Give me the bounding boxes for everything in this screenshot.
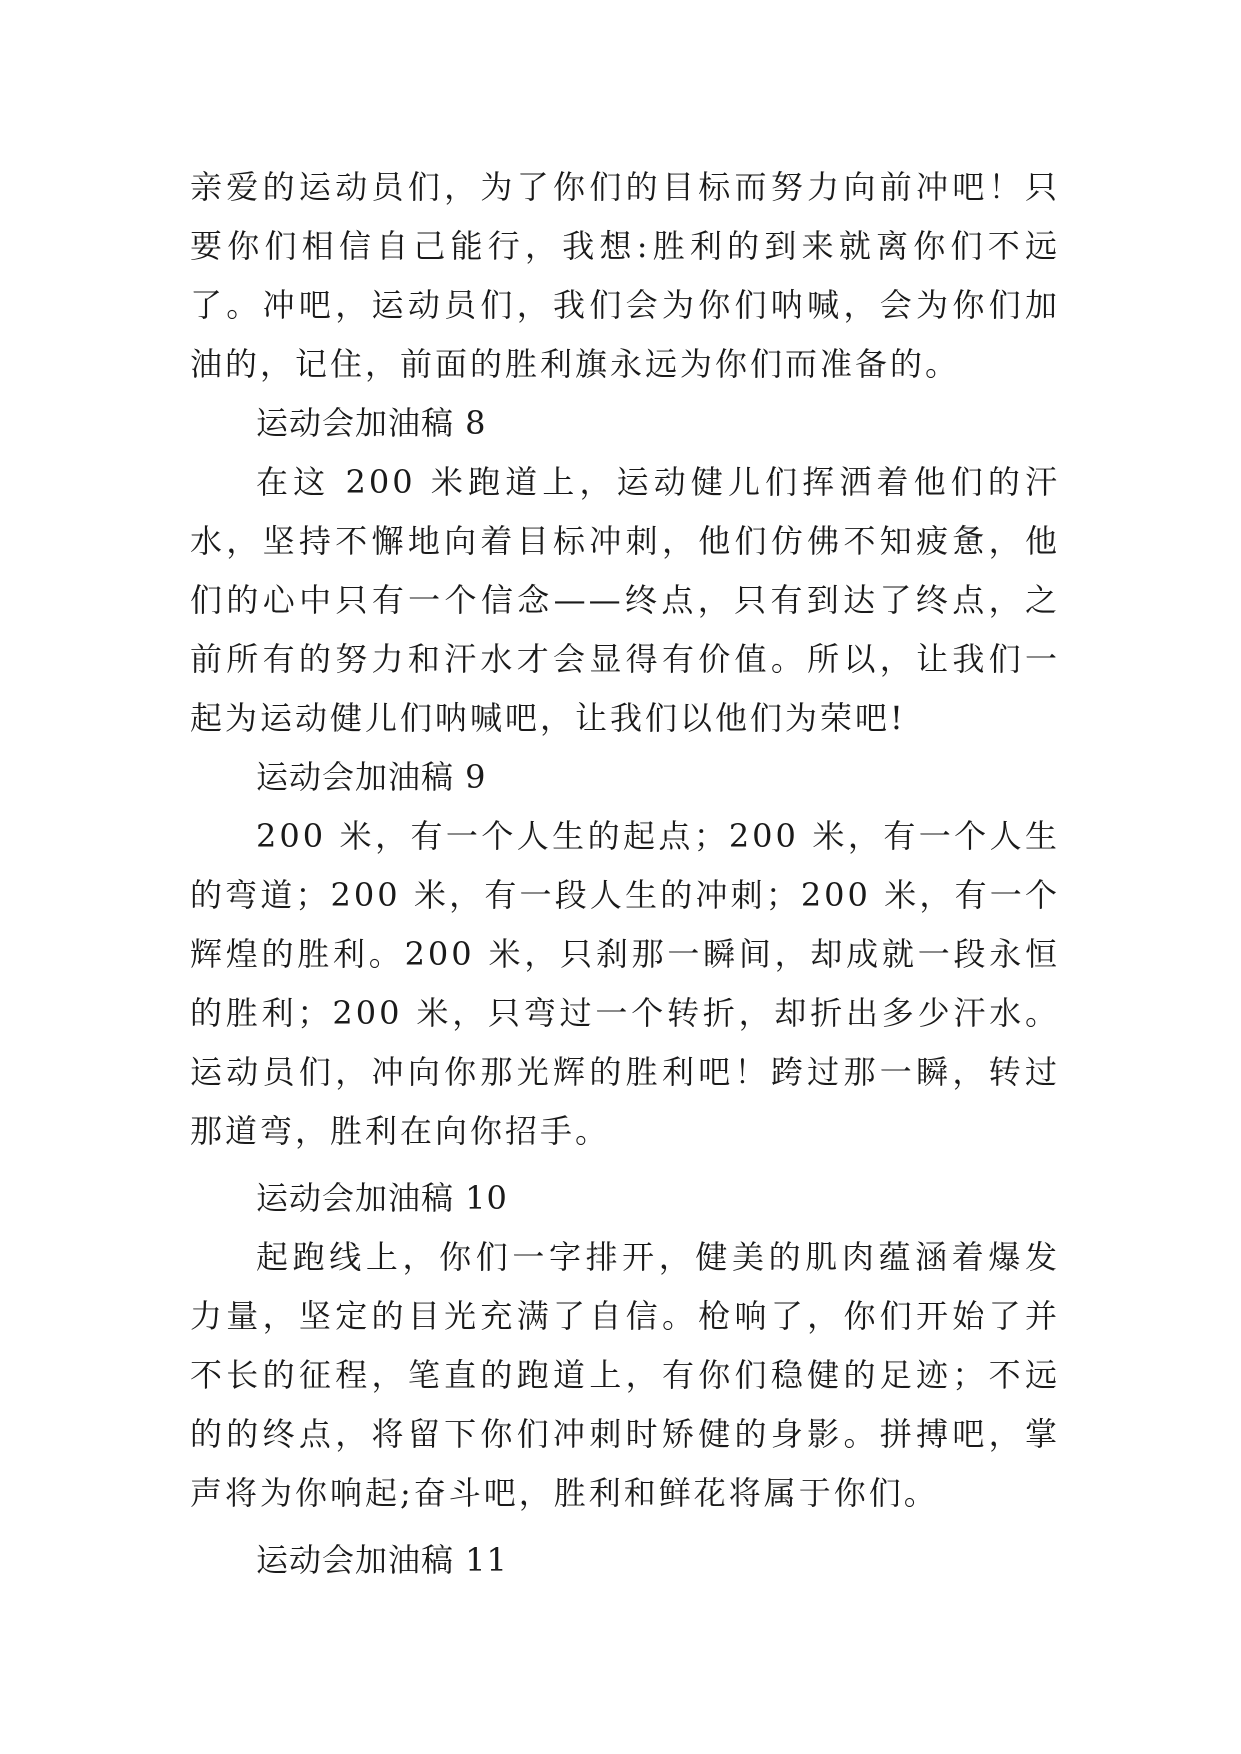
section-heading-11: 运动会加油稿 11 [256, 1541, 508, 1579]
document-body [190, 158, 1060, 1590]
paragraph-section-10: 起跑线上，你们一字排开，健美的肌肉蕴涵着爆发力量，坚定的目光充满了自信。枪响了，你们开始了并不长的征程，笔直的跑道上，有你们稳健的足迹；不远的的终点，将留下你们冲刺时矫健的身影。拼搏吧，掌声将为你响起;奋斗吧，胜利和鲜花将属于你们。 [190, 1238, 1060, 1512]
section-heading-10: 运动会加油稿 10 [256, 1179, 508, 1217]
paragraph-intro: 亲爱的运动员们，为了你们的目标而努力向前冲吧！只要你们相信自己能行，我想:胜利的到来就离你们不远了。冲吧，运动员们，我们会为你们呐喊，会为你们加油的，记住，前面的胜利旗永远为你们而准备的。 [190, 168, 1060, 383]
paragraph-section-8: 在这 200 米跑道上，运动健儿们挥洒着他们的汗水，坚持不懈地向着目标冲刺，他们仿佛不知疲惫，他们的心中只有一个信念——终点，只有到达了终点，之前所有的努力和汗水才会显得有价值。所以，让我们一起为运动健儿们呐喊吧，让我们以他们为荣吧! [190, 463, 1060, 737]
section-heading-9: 运动会加油稿 9 [256, 758, 487, 796]
section-heading-8: 运动会加油稿 8 [256, 404, 487, 442]
paragraph-section-9: 200 米，有一个人生的起点；200 米，有一个人生的弯道；200 米，有一段人生的冲刺；200 米，有一个辉煌的胜利。200 米，只刹那一瞬间，却成就一段永恒的胜利；200 米，只弯过一个转折，却折出多少汗水。运动员们，冲向你那光辉的胜利吧！跨过那一瞬，转过那道弯，胜利在向你招手。 [190, 817, 1060, 1150]
